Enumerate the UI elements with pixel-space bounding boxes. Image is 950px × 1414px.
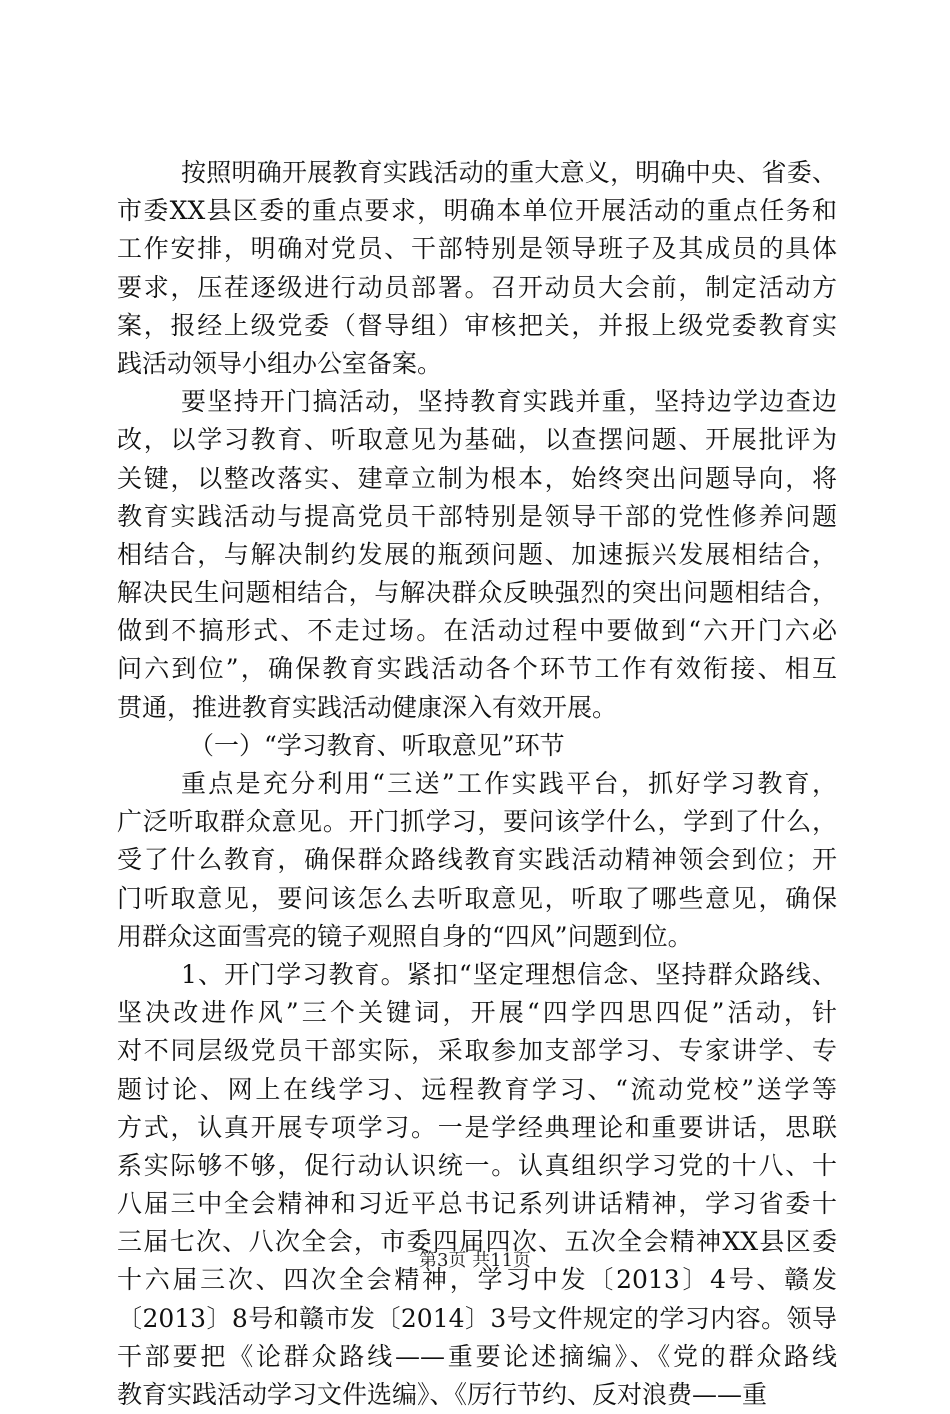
text-line: 解决民生问题相结合，与解决群众反映强烈的突出问题相结合， bbox=[117, 578, 837, 608]
text-line: 要求，压茬逐级进行动员部署。召开动员大会前，制定活动方 bbox=[117, 272, 837, 302]
text-line: 三届七次、八次全会，市委四届四次、五次全会精神XX县区委 bbox=[117, 1227, 837, 1257]
paragraph bbox=[117, 154, 837, 383]
text-line: 相结合，与解决制约发展的瓶颈问题、加速振兴发展相结合， bbox=[117, 539, 837, 569]
text-line: 门听取意见，要问该怎么去听取意见，听取了哪些意见，确保 bbox=[117, 883, 837, 913]
text-line: 题讨论、网上在线学习、远程教育学习、“流动党校”送学等 bbox=[117, 1074, 837, 1104]
paragraph bbox=[117, 765, 837, 956]
text-line: 系实际够不够，促行动认识统一。认真组织学习党的十八、十 bbox=[117, 1150, 837, 1180]
text-line: 按照明确开展教育实践活动的重大意义，明确中央、省委、 bbox=[181, 158, 837, 187]
text-line: 干部要把《论群众路线——重要论述摘编》、《党的群众路线 bbox=[117, 1341, 837, 1371]
text-line: 十六届三次、四次全会精神，学习中发〔2013〕4号、赣发 bbox=[117, 1265, 837, 1295]
text-line: 问六到位”，确保教育实践活动各个环节工作有效衔接、相互 bbox=[117, 654, 837, 684]
text-line: 方式，认真开展专项学习。一是学经典理论和重要讲话，思联 bbox=[117, 1112, 837, 1142]
heading-line: （一）“学习教育、听取意见”环节 bbox=[189, 730, 565, 760]
paragraph bbox=[117, 383, 837, 727]
text-line: 重点是充分利用“三送”工作实践平台，抓好学习教育， bbox=[181, 769, 837, 798]
document-body bbox=[117, 154, 837, 1414]
text-line: 关键，以整改落实、建章立制为根本，始终突出问题导向，将 bbox=[117, 463, 837, 493]
section-heading bbox=[117, 727, 837, 765]
text-line: 对不同层级党员干部实际，采取参加支部学习、专家讲学、专 bbox=[117, 1036, 837, 1066]
text-line: 八届三中全会精神和习近平总书记系列讲话精神，学习省委十 bbox=[117, 1189, 837, 1219]
text-line: 教育实践活动学习文件选编》、《厉行节约、反对浪费——重 bbox=[117, 1380, 768, 1409]
text-line: 广泛听取群众意见。开门抓学习，要问该学什么，学到了什么， bbox=[117, 807, 837, 837]
text-line: 贯通，推进教育实践活动健康深入有效开展。 bbox=[117, 692, 618, 722]
text-line: 教育实践活动与提高党员干部特别是领导干部的党性修养问题 bbox=[117, 501, 837, 531]
paragraph bbox=[117, 956, 837, 1414]
text-line: 案，报经上级党委（督导组）审核把关，并报上级党委教育实 bbox=[117, 310, 837, 340]
page-footer: 第3页 共11页 bbox=[418, 1250, 532, 1271]
text-line: 工作安排，明确对党员、干部特别是领导班子及其成员的具体 bbox=[117, 234, 837, 264]
text-line: 坚决改进作风”三个关键词，开展“四学四思四促”活动，针 bbox=[117, 998, 837, 1028]
text-line: 市委XX县区委的重点要求，明确本单位开展活动的重点任务和 bbox=[117, 196, 837, 226]
text-line: 做到不搞形式、不走过场。在活动过程中要做到“六开门六必 bbox=[117, 616, 837, 646]
text-line: 用群众这面雪亮的镜子观照自身的“四风”问题到位。 bbox=[117, 921, 693, 951]
text-line: 要坚持开门搞活动，坚持教育实践并重，坚持边学边查边 bbox=[181, 387, 837, 417]
text-line: 〔2013〕8号和赣市发〔2014〕3号文件规定的学习内容。领导 bbox=[117, 1303, 837, 1333]
text-line: 1、开门学习教育。紧扣“坚定理想信念、坚持群众路线、 bbox=[181, 959, 837, 989]
text-line: 践活动领导小组办公室备案。 bbox=[117, 348, 443, 378]
text-line: 改，以学习教育、听取意见为基础，以查摆问题、开展批评为 bbox=[117, 425, 837, 455]
text-line: 受了什么教育，确保群众路线教育实践活动精神领会到位；开 bbox=[117, 845, 837, 875]
